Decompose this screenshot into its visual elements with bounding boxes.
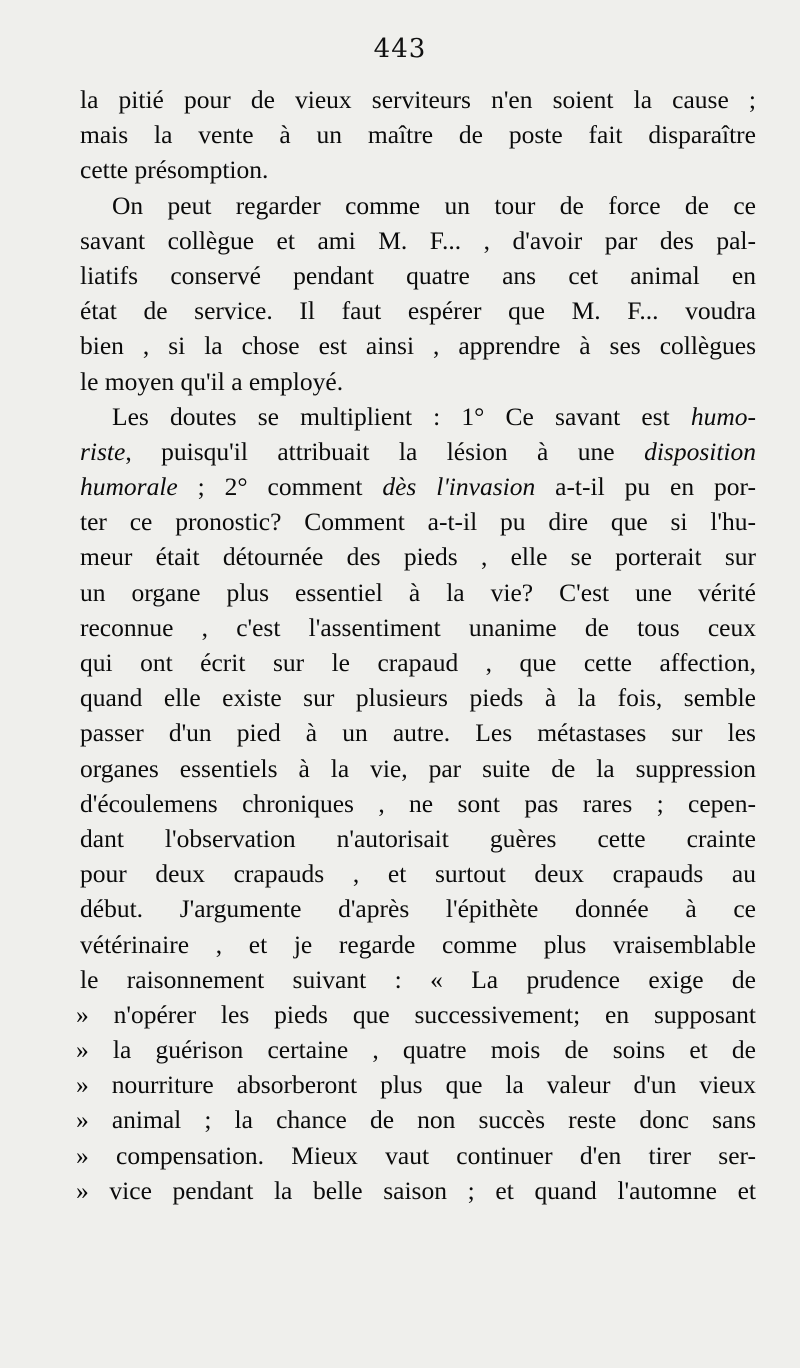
body-text <box>76 82 756 1208</box>
italic-run: disposition <box>644 436 756 466</box>
text-line: savant collègue et ami M. F... , d'avoir par des pal- <box>80 225 756 255</box>
text-line: pour deux crapauds , et surtout deux crapauds au <box>80 859 756 889</box>
text-line: » vice pendant la belle saison ; et quand l'automne et <box>76 1175 756 1205</box>
text-line <box>80 399 756 434</box>
text-line: reconnue , c'est l'assentiment unanime de tous ceux <box>80 612 756 642</box>
text-line: organes essentiels à la vie, par suite de la suppression <box>80 753 756 783</box>
text-run: ; 2° comment <box>177 472 383 502</box>
text-line: liatifs conservé pendant quatre ans cet animal en <box>80 260 756 290</box>
text-line: dant l'observation n'autorisait guères cette crainte <box>80 823 756 853</box>
text-line: d'écoulemens chroniques , ne sont pas rares ; cepen- <box>80 788 756 818</box>
text-line: » n'opérer les pieds que successivement; en supposant <box>76 999 756 1029</box>
text-line: la pitié pour de vieux serviteurs n'en soient la cause ; <box>80 85 756 114</box>
text-line: » la guérison certaine , quatre mois de soins et de <box>76 1035 756 1065</box>
text-line: » compensation. Mieux vaut continuer d'en tirer ser- <box>76 1140 756 1170</box>
text-run: a-t-il pu en por- <box>535 472 756 502</box>
italic-run: humorale <box>80 472 178 502</box>
text-line: le raisonnement suivant : « La prudence exige de <box>80 964 756 994</box>
page-number: 443 <box>373 34 427 64</box>
text-line <box>80 434 756 469</box>
text-line: » animal ; la chance de non succès reste donc sans <box>76 1105 756 1135</box>
text-run: , puisqu'il attribuait la lésion à une <box>125 436 645 466</box>
text-line: quand elle existe sur plusieurs pieds à la fois, semble <box>80 683 756 713</box>
text-line: bien , si la chose est ainsi , apprendre à ses collègues <box>80 331 756 361</box>
italic-run: humo- <box>690 401 756 431</box>
text-line: un organe plus essentiel à la vie? C'est une vérité <box>80 577 756 607</box>
text-line: début. J'argumente d'après l'épithète donnée à ce <box>80 894 756 924</box>
text-line: » nourriture absorberont plus que la valeur d'un vieux <box>76 1070 756 1100</box>
text-run: Les doutes se multiplient : 1° Ce savant est <box>112 401 691 431</box>
text-line: cette présomption. <box>80 155 269 185</box>
text-line: mais la vente à un maître de poste fait disparaître <box>80 120 756 150</box>
text-line: état de service. Il faut espérer que M. F... voudra <box>80 296 756 326</box>
text-line: qui ont écrit sur le crapaud , que cette affection, <box>80 648 756 677</box>
italic-run: riste <box>80 436 126 466</box>
text-line: On peut regarder comme un tour de force de ce <box>112 190 756 220</box>
italic-run: dès l'invasion <box>382 472 536 502</box>
text-line: le moyen qu'il a employé. <box>80 366 344 396</box>
text-line: passer d'un pied à un autre. Les métastases sur les <box>80 718 756 748</box>
text-line: vétérinaire , et je regarde comme plus vraisemblable <box>80 929 756 959</box>
text-line: ter ce pronostic? Comment a-t-il pu dire que si l'hu- <box>80 507 756 537</box>
text-line <box>80 469 756 504</box>
text-line: meur était détournée des pieds , elle se porterait sur <box>80 542 756 572</box>
